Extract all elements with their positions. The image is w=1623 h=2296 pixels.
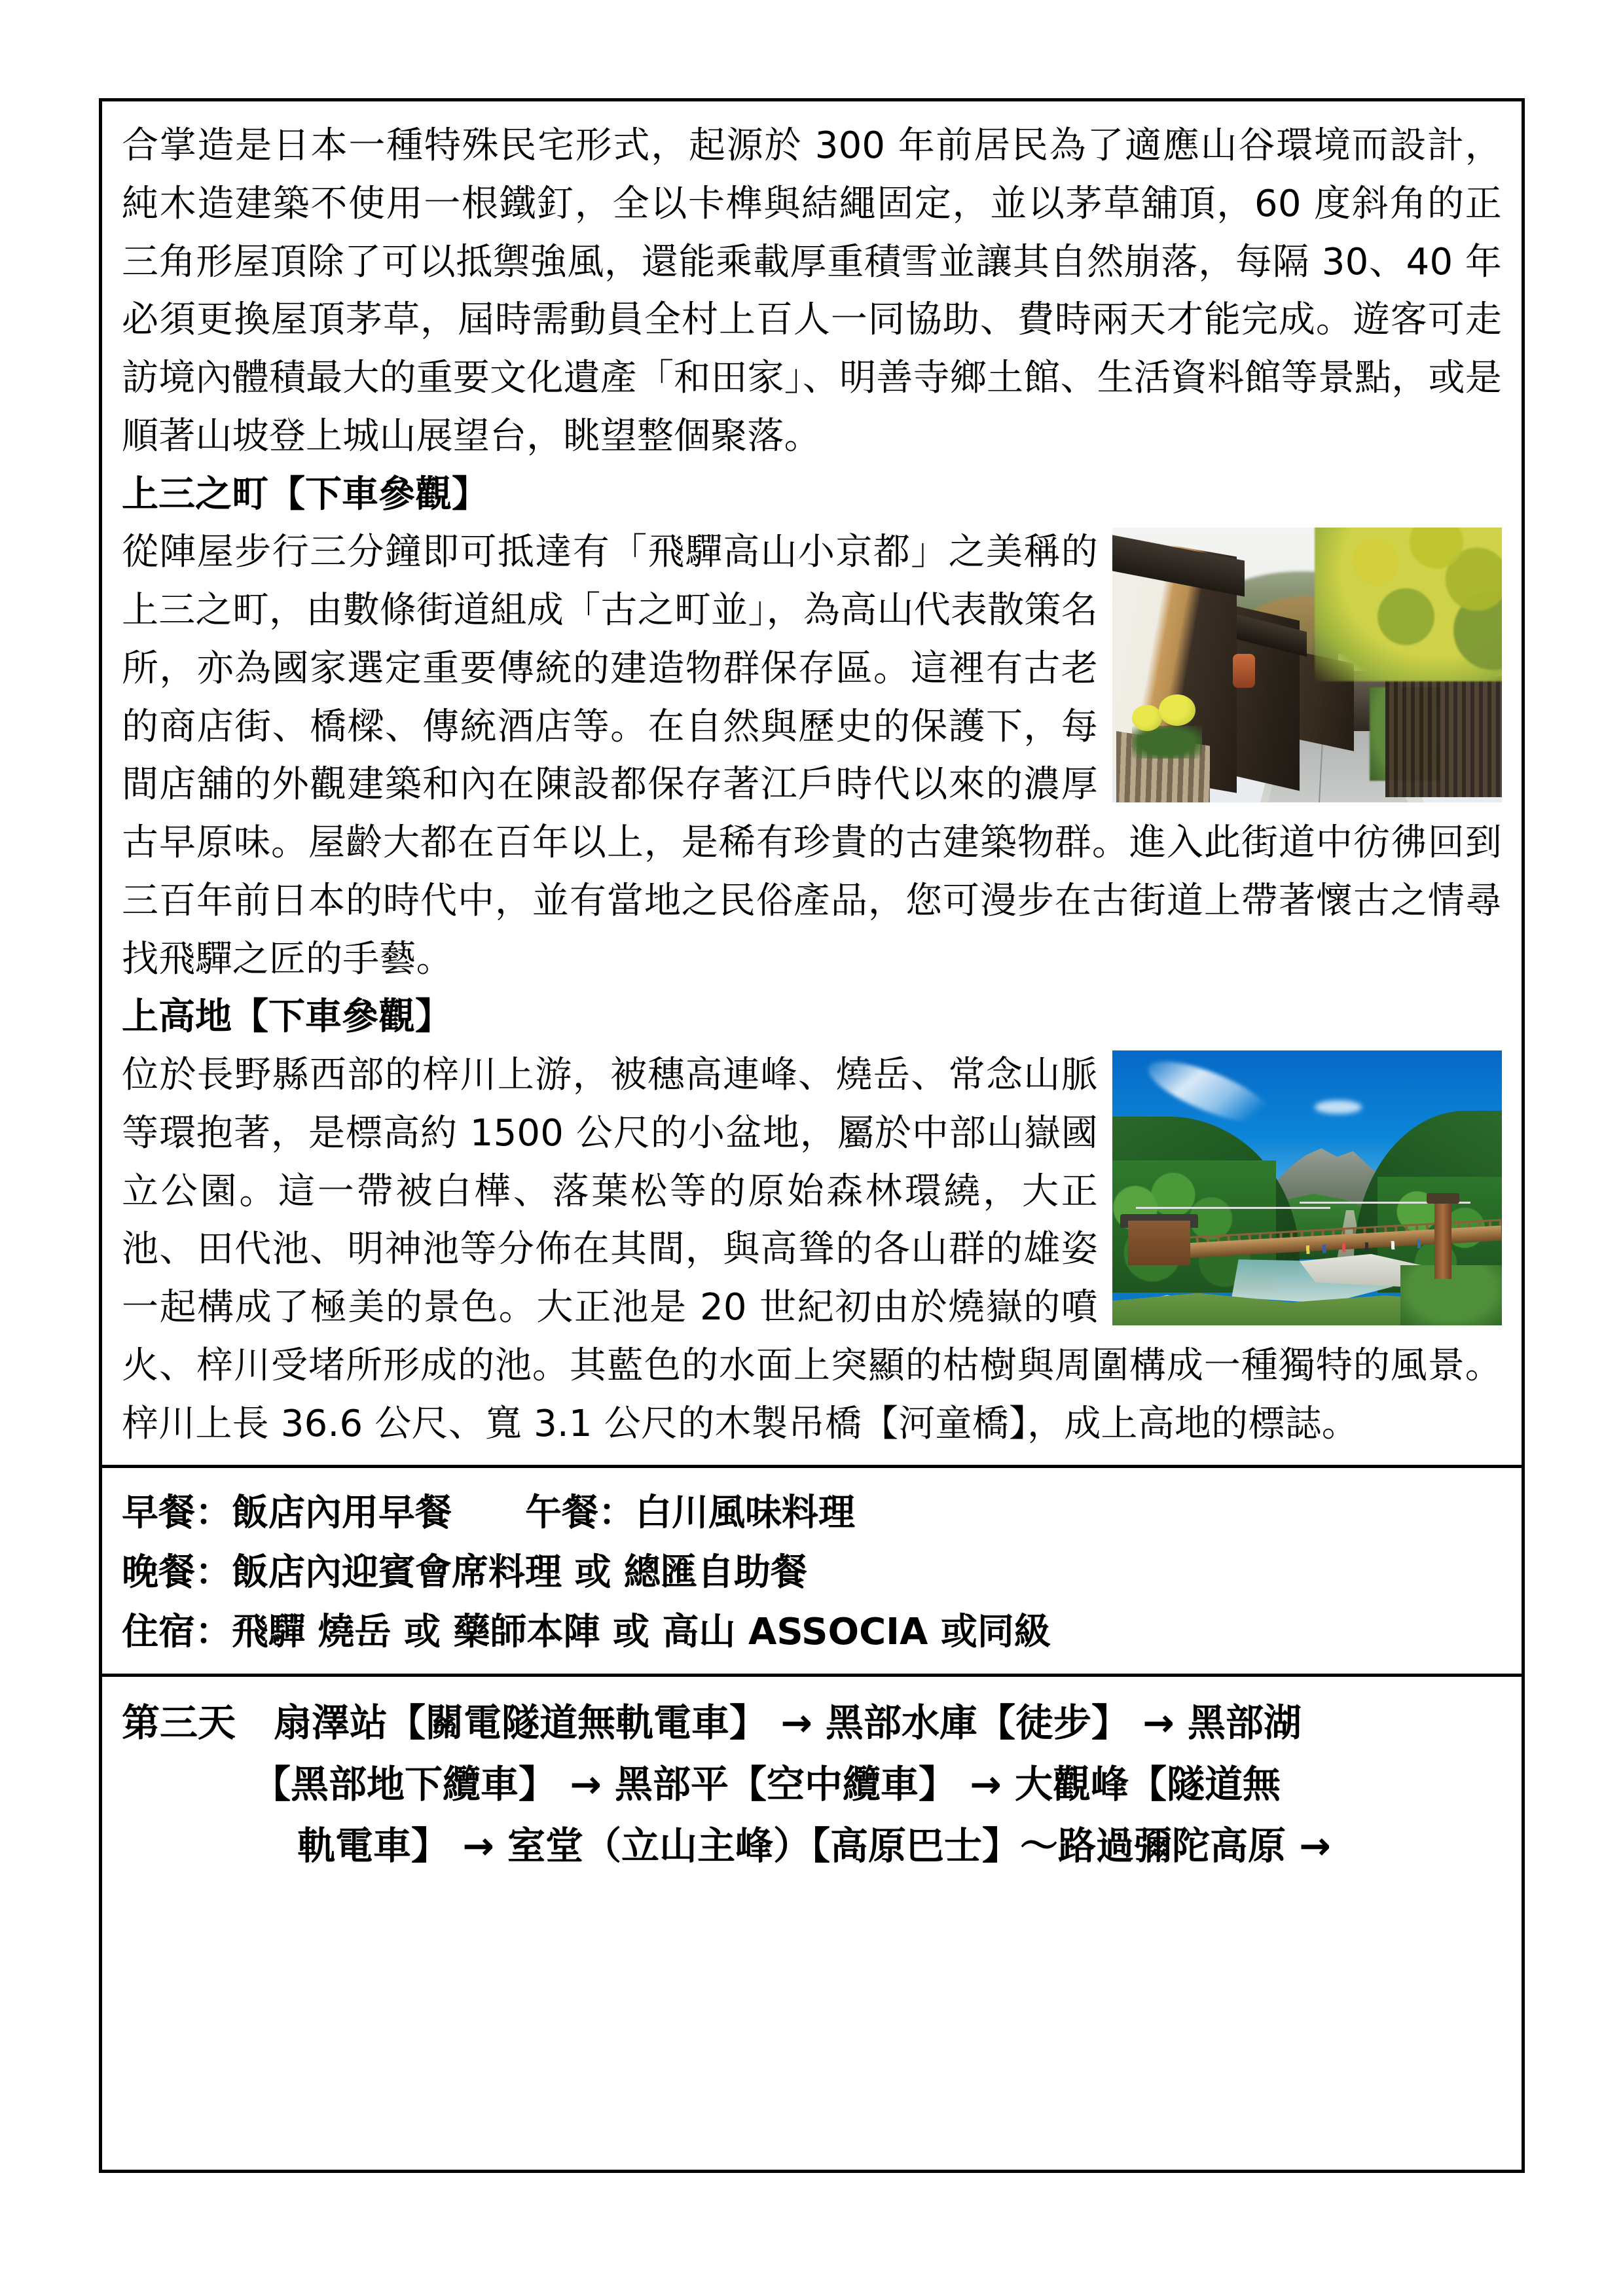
- photo1-right-wooden-fence: [1385, 676, 1503, 797]
- kamikochi-paragraph: 位於長野縣西部的梓川上游，被穗高連峰、燒岳、常念山脈等環抱著，是標高約 1500 公尺的小盆地，屬於中部山嶽國立公園。這一帶被白樺、落葉松等的原始森林環繞，大正池、田代池、明神池等分佈在其間，與高聳的各山群的雄姿一起構成了極美的景色。大正池是 20 世紀初由於燒嶽的噴火、梓川受堵所形成的池。其藍色的水面上突顯的枯樹與周圍構成一種獨特的風景。梓川上長 36.6 公尺、寬 3.1 公尺的木製吊橋【河童橋】，成上高地的標誌。: [122, 1054, 1502, 1445]
- lodging-line: 住宿：飛驒 燒岳 或 藥師本陣 或 高山 ASSOCIA 或同級: [122, 1610, 1051, 1653]
- itinerary-row-3: 軌電車】 → 室堂（立山主峰）【高原巴士】～路過彌陀高原 →: [297, 1823, 1331, 1869]
- photo2-riverside-hut: [1128, 1221, 1190, 1265]
- sannomachi-paragraph: 從陣屋步行三分鐘即可抵達有「飛驒高山小京都」之美稱的上三之町，由數條街道組成「古之町並」，為高山代表散策名所，亦為國家選定重要傳統的建造物群保存區。這裡有古老的商店街、橋樑、傳統酒店等。在自然與歷史的保護下，每間店舖的外觀建築和內在陳設都保存著江戶時代以來的濃厚古早原味。屋齡大都在百年以上，是稀有珍貴的古建築物群。進入此街道中彷彿回到三百年前日本的時代中，並有當地之民俗產品，您可漫步在古街道上帶著懷古之情尋找飛驒之匠的手藝。: [122, 531, 1502, 980]
- meals-lodging-body: [102, 1468, 1522, 1674]
- photo-kamikochi-kappa-bridge: [1112, 1050, 1502, 1325]
- photo1-chrysanthemum-right: [1159, 694, 1195, 726]
- kamikochi-heading: 上高地【下車參觀】: [122, 996, 452, 1039]
- photo1-yellow-willow-tree: [1315, 528, 1502, 681]
- photo2-bridge-tower: [1434, 1196, 1451, 1279]
- day3-itinerary-body: [102, 1677, 1522, 1889]
- description-section: [102, 101, 1522, 1465]
- itinerary-row-1: 第三天 扇澤站【關電隧道無軌電車】 → 黑部水庫【徒步】 → 黑部湖: [122, 1700, 1302, 1746]
- photo2-small-cloud: [1315, 1100, 1361, 1114]
- itinerary-row-2: 【黑部地下纜車】 → 黑部平【空中纜車】 → 大觀峰【隧道無: [253, 1762, 1281, 1807]
- gassho-paragraph: 合掌造是日本一種特殊民宅形式，起源於 300 年前居民為了適應山谷環境而設計，純木造建築不使用一根鐵釘，全以卡榫與結繩固定，並以茅草舖頂，60 度斜角的正三角形屋頂除了可以抵禦強風，還能乘載厚重積雪並讓其自然崩落，每隔 30、40 年必須更換屋頂茅草，屆時需動員全村上百人一同協助、費時兩天才能完成。遊客可走訪境內體積最大的重要文化遺產「和田家」、明善寺鄉土館、生活資料館等景點，或是順著山坡登上城山展望台，眺望整個聚落。: [122, 124, 1502, 457]
- photo2-bridge-tower-cap: [1427, 1193, 1459, 1204]
- day3-itinerary-text: [122, 1693, 1502, 1877]
- sannomachi-heading: 上三之町【下車參觀】: [122, 473, 488, 516]
- photo1-shop-lantern: [1233, 654, 1255, 688]
- photo-sannomachi-old-street: [1112, 528, 1502, 802]
- meals-lodging-section: [102, 1465, 1522, 1674]
- meals-dinner-line: 晚餐：飯店內迎賓會席料理 或 總匯自助餐: [122, 1551, 807, 1594]
- day3-itinerary-section: [102, 1674, 1522, 1889]
- meals-breakfast-lunch-line: 早餐：飯店內用早餐 午餐：白川風味料理: [122, 1492, 855, 1535]
- photo1-chrysanthemum-left: [1132, 705, 1162, 731]
- photo2-foreground-bush: [1400, 1265, 1502, 1325]
- itinerary-table-frame: [99, 98, 1525, 2173]
- description-body: [102, 101, 1522, 1465]
